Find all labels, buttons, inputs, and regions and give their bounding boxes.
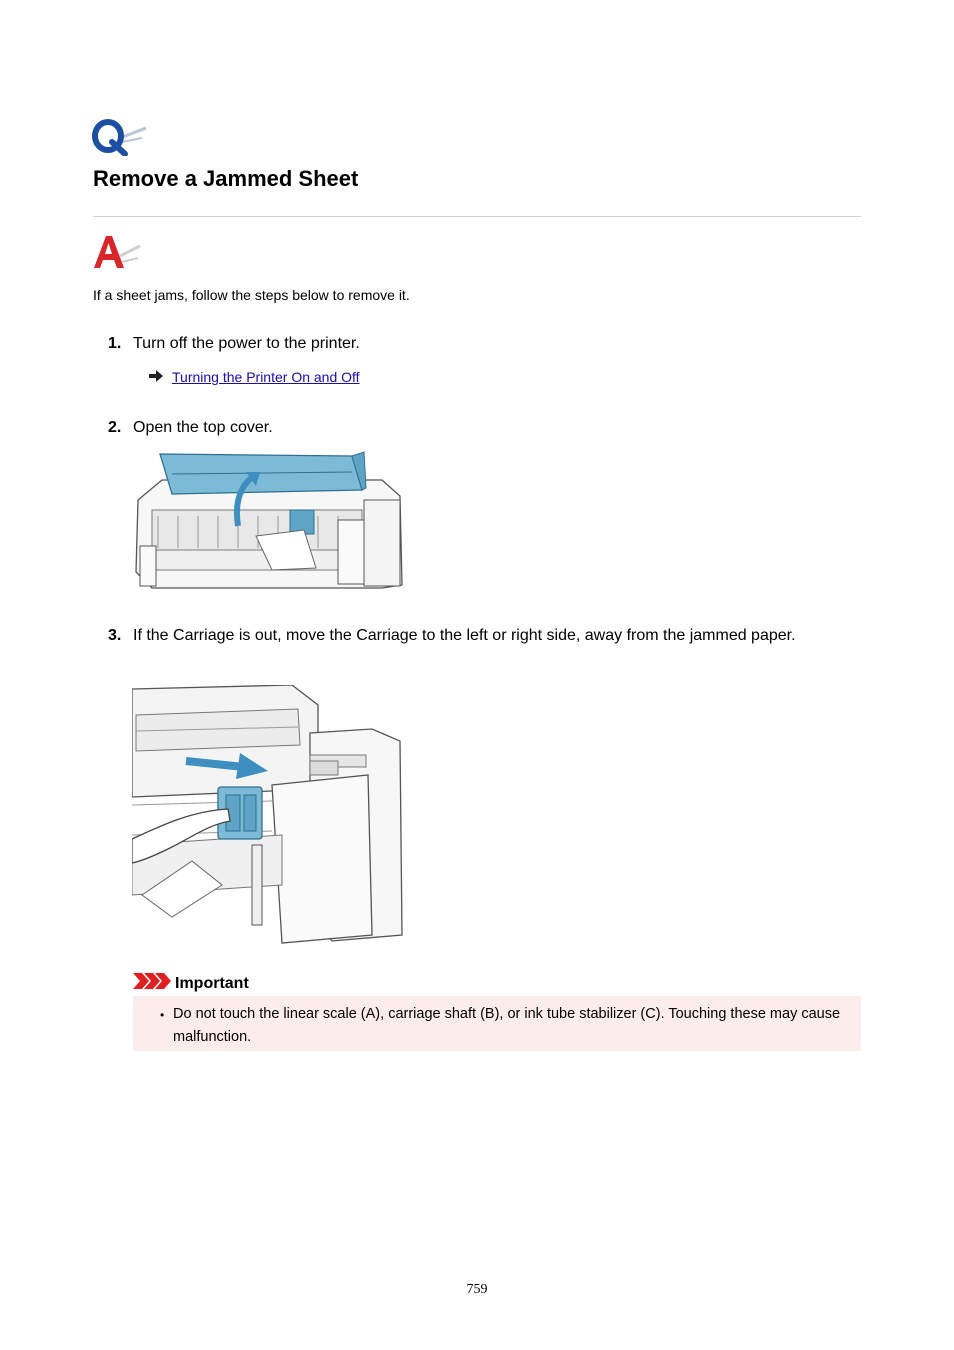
important-item: Do not touch the linear scale (A), carriage shaft (B), or ink tube stabilizer (C). Touching these may cause malfunction.: [173, 1006, 841, 1045]
answer-icon: [92, 234, 142, 275]
open-top-cover-illustration: [132, 450, 404, 597]
right-arrow-icon: [149, 369, 163, 385]
page-title: Remove a Jammed Sheet: [93, 166, 359, 191]
page-number: 759: [466, 1282, 488, 1297]
step-2-number: 2.: [108, 419, 122, 436]
link-turning-printer-on-off[interactable]: Turning the Printer On and Off: [172, 369, 360, 385]
intro-text: If a sheet jams, follow the steps below to remove it.: [93, 287, 410, 303]
step-1-number: 1.: [108, 335, 122, 352]
step-1-text: Turn off the power to the printer.: [133, 335, 360, 352]
step-3-text: If the Carriage is out, move the Carriage to the left or right side, away from the jammed paper.: [133, 627, 796, 644]
important-arrows-icon: [133, 973, 171, 994]
related-link[interactable]: [149, 369, 360, 385]
question-icon: [92, 116, 148, 161]
move-carriage-illustration: [132, 685, 408, 956]
bullet-icon: •: [160, 1008, 165, 1022]
step-3-number: 3.: [108, 627, 122, 644]
step-2-text: Open the top cover.: [133, 419, 273, 436]
title-divider: [93, 216, 861, 217]
important-heading: [133, 973, 249, 994]
important-label: Important: [175, 974, 249, 992]
